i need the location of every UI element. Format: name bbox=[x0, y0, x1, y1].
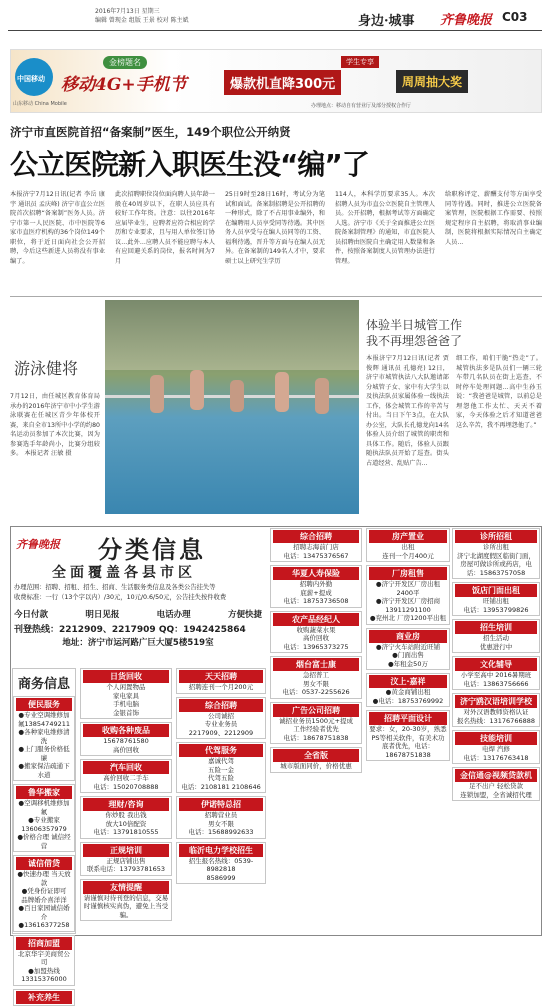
classified-ad-line: 五险一金 bbox=[208, 765, 234, 774]
article1-col3: 25日9时至28日16时，考试分为笔试和面试。备案制招聘是公开招聘的一种形式，除了不占用事业编外，和在编聘用人员享受同等待遇。其中医务人员享受与在编人员同等的工资、福利待遇，晋升等方面与在编人员无异。在备案制的149名人才中，要求硕士以上研究生学历 bbox=[225, 191, 325, 265]
article1-title: 公立医院新入职医生没“编”了 bbox=[10, 148, 369, 181]
classified-fees: 收费标准：一行（13个字以内）/30元，10元/0.6/50元，公告挂失按件收费 bbox=[14, 594, 227, 601]
article1-subtitle: 济宁市直医院首招“备案制”医生，149个职位公开纳贤 bbox=[10, 125, 291, 139]
slogan-1: 今日付款 bbox=[14, 610, 49, 620]
classified-ad-box[interactable] bbox=[176, 842, 266, 885]
classified-ad-line: ●百日家园诚信婚介 bbox=[18, 904, 70, 921]
classified-ad-line: 招聘志海前门店 bbox=[293, 543, 339, 551]
classified-ad-line: ●搬家保洁疏通下水道 bbox=[18, 762, 70, 779]
classified-ad-line: 男女不限 bbox=[208, 819, 234, 828]
classified-ad-box[interactable] bbox=[176, 742, 266, 793]
swimmer bbox=[190, 370, 204, 410]
article1-col4: 114人，本科学历要求35人。本次招聘人员为市直公立医院自主管理人员。公开招聘，根据考试等方面确定人选。济宁市《关于全面推进公立医院备案制管理》的通知，市直医院人员招聘由医院自主确定用人数量和条件，按照备案制度人员管理办法进行管理。 bbox=[335, 191, 435, 265]
classified-ad-line: 家电家具 bbox=[113, 691, 139, 700]
classified-ad-title: 日货回收 bbox=[83, 670, 169, 683]
swimming-photo bbox=[105, 300, 359, 514]
classified-ad-line: ●济宁火车站附近旺铺 bbox=[375, 642, 441, 651]
classified-ad-title: 房产置业 bbox=[369, 530, 447, 543]
classified-title: 分类信息 bbox=[98, 536, 206, 564]
classified-ad-line: 报名热线：13176766888 bbox=[457, 716, 535, 725]
classified-ad-box[interactable] bbox=[366, 628, 450, 671]
classified-ad-title: 汽车回收 bbox=[83, 761, 169, 774]
classified-ad-title: 全省版 bbox=[273, 749, 359, 762]
student-tag: 学生专享 bbox=[341, 56, 379, 68]
classified-ad-title: 农产品经纪人 bbox=[273, 613, 359, 626]
swimmer bbox=[315, 378, 329, 414]
classified-ad-box[interactable] bbox=[270, 702, 362, 745]
classified-ad-line: ●空调移机维修加氟 bbox=[18, 799, 70, 816]
classified-ad-line: ●各种家电维修清洗 bbox=[18, 728, 70, 745]
article1-col2: 此次招聘职位岗位面向聘人员年龄一般在40周岁以下，在职人员应具有较好工作年资。注意：以往2016年应届毕业生，应聘者应符合相应的学历和专业要求，且与用人单位签订协议...此外...应聘人员不能应聘与本人有应回避关系的岗位，报名时间为7月 bbox=[115, 191, 215, 265]
article1-col1: 本报济宁7月12日讯(记者 李岳 康宇 通讯员 孟庆峰) 济宁市直公立医院首次招聘“备案制”医务人员。济宁市第一人民医院、市中医院等6家市直医疗机构的36个岗位149个职位，将于近日面向社会公开招聘，今后这些新进人员将没有事业编了。 bbox=[10, 191, 105, 265]
classified-ad-line: 高价回收二手车 bbox=[103, 774, 149, 782]
section-title: 身边·城事 bbox=[358, 14, 415, 29]
classified-ad-line: 金银首饰 bbox=[113, 708, 139, 717]
classified-ad-title: 临沂电力学校招生 bbox=[179, 844, 263, 857]
classified-ad-line: 连锁加盟，全省诚招代理 bbox=[460, 790, 532, 799]
classified-ad-line: 放大10倍配资 bbox=[105, 819, 147, 828]
classified-ad-line: 电话：15688992633 bbox=[188, 828, 254, 836]
slogan-4: 方便快捷 bbox=[227, 610, 262, 620]
classified-ad-box[interactable] bbox=[80, 879, 172, 922]
classified-ad-box[interactable] bbox=[270, 565, 362, 608]
brand-sub: 山东移动 China Mobile bbox=[13, 101, 67, 107]
divider bbox=[10, 296, 542, 297]
photo-story-title: 游泳健将 bbox=[14, 359, 79, 378]
classified-ad-line: 手机电脑 bbox=[113, 700, 139, 708]
classified-ad-line: ●年租金50万 bbox=[388, 659, 428, 668]
classified-col3 bbox=[270, 528, 362, 934]
classified-ad-box[interactable] bbox=[80, 796, 172, 839]
swimmer bbox=[230, 380, 244, 412]
swimmer bbox=[150, 375, 164, 413]
classified-ad-line: 对外汉语教师资格认证 bbox=[463, 708, 529, 716]
classified-ad-title: 商业房 bbox=[369, 630, 447, 643]
business-info-column bbox=[12, 668, 76, 1002]
classified-phones bbox=[14, 622, 262, 635]
classified-ad-line: 城市版面同价，价格优惠 bbox=[280, 762, 352, 770]
phone-label: 刊登热线： bbox=[14, 625, 60, 635]
classified-ad-line: 电话：18753736508 bbox=[283, 597, 349, 605]
classified-ad-line: 公司诚招 bbox=[208, 711, 234, 720]
classified-ad-box[interactable] bbox=[452, 619, 540, 653]
classified-ad-box[interactable] bbox=[176, 668, 266, 694]
classified-ad-line: 你炒股 我出钱 bbox=[105, 811, 147, 819]
classified-ad-line: 旺铺出租 bbox=[483, 597, 509, 605]
classified-ad-title: 诚信借贷 bbox=[16, 857, 72, 870]
classified-ad-line: 嘉诚代驾 bbox=[208, 757, 234, 765]
classified-ad-box[interactable] bbox=[80, 722, 172, 756]
classified-logo: 齐鲁晚报 bbox=[16, 538, 60, 551]
classified-ad-line: 电话：13475376567 bbox=[283, 551, 349, 560]
classified-ad-title: 招生培训 bbox=[455, 621, 537, 634]
brand-name: 中国移动 bbox=[17, 75, 45, 83]
classified-ad-title: 招聘平面设计 bbox=[369, 712, 447, 725]
classified-header bbox=[12, 528, 264, 664]
classified-ad-box[interactable] bbox=[13, 784, 75, 852]
classified-ad-line: 个人闲置物品 bbox=[106, 683, 146, 691]
price-text: 爆款机直降300元 bbox=[224, 70, 341, 95]
classified-ad-line: 男女不限 bbox=[303, 679, 329, 688]
business-info-header: 商务信息 bbox=[17, 677, 70, 692]
classified-ad-box[interactable] bbox=[176, 697, 266, 740]
classified-ad-line: 电焊 汽修 bbox=[481, 745, 511, 753]
classified-ad-box[interactable] bbox=[13, 855, 75, 932]
classified-ad-line: 电话：13863756666 bbox=[463, 679, 529, 688]
classified-ad-line: ●上门服务价格低廉 bbox=[18, 745, 70, 762]
classified-ad-line: 诚招业务员1500元+提成 bbox=[279, 716, 353, 725]
newspaper-logo: 齐鲁晚报 bbox=[440, 13, 493, 28]
classified-ad-title: 补充养生 bbox=[16, 991, 72, 1004]
classified-ad-box[interactable] bbox=[452, 528, 540, 579]
classified-ad-line: 高价回收 bbox=[303, 634, 329, 642]
promo: 周周抽大奖 bbox=[396, 70, 468, 93]
masthead bbox=[95, 8, 540, 30]
classified-ad-line: 工作经验者优先 bbox=[293, 725, 339, 733]
classified-ad-line: 连刊一个月400元 bbox=[382, 551, 434, 560]
classified-ad-line: 足不出户 轻松贷款 bbox=[468, 782, 524, 790]
classified-ad-line: ●13616377258 bbox=[18, 921, 70, 929]
classified-ad-line: 济宁北湖度假区临街门面，房屋可做诊所或药店，电话：15863757058 bbox=[457, 551, 535, 577]
classified-ad-title: 天天招聘 bbox=[179, 670, 263, 683]
classified-ad-line: 电话：18678751838 bbox=[283, 733, 349, 742]
classified-ad-box[interactable] bbox=[366, 673, 450, 707]
classified-ad-box[interactable] bbox=[452, 656, 540, 690]
article2-title2: 我不再埋怨爸爸了 bbox=[366, 334, 463, 348]
classified-ad-title: 便民服务 bbox=[16, 698, 72, 711]
badge: 金榜题名 bbox=[103, 56, 147, 69]
classified-ad-title: 收购各种废品 bbox=[83, 724, 169, 737]
classified-ad-box[interactable] bbox=[270, 611, 362, 654]
article2-col2: 细工作，咱们干脆“热走”了。城管执法多是队员们一辆三轮车带几名队员在街上巡查，不时停车处理问题...高中生孙玉说：“我爸爸是城管，以前总是埋怨他工作太忙、天天不着家，今天体验之后才知道爸爸这么辛苦，我不再埋怨他了。” bbox=[456, 355, 542, 429]
classified-ad-title: 烟台富士康 bbox=[273, 658, 359, 671]
classified-ad-title: 鲁华搬家 bbox=[16, 786, 72, 799]
classified-ad-title: 汶上·嘉祥 bbox=[369, 675, 447, 688]
ad-note: 办理地点：移动自有营业厅及部分授权合作厅 bbox=[311, 103, 412, 109]
classified-ad-line: 出租 bbox=[401, 543, 415, 551]
phone-numbers: 2212909、2217909 QQ：1942425864 bbox=[59, 625, 246, 635]
masthead-date: 2016年7月13日 星期三 bbox=[95, 8, 160, 15]
classified-ad-title: 饭店门面出租 bbox=[455, 584, 537, 597]
classified-ad-line: 电话：13965373275 bbox=[283, 642, 349, 651]
classified-ad-line: ●专业空调维修加氟13854749211 bbox=[18, 711, 70, 728]
classified-ad-title: 广告公司招聘 bbox=[273, 704, 359, 717]
classified-ad-title: 综合招聘 bbox=[273, 530, 359, 543]
classified-col4 bbox=[366, 528, 450, 934]
classified-ad-box[interactable] bbox=[270, 747, 362, 773]
classified-ad-line: 招聘营业员 bbox=[204, 811, 238, 819]
classified-ad-title: 综合招聘 bbox=[179, 699, 263, 712]
classified-ad-box[interactable] bbox=[80, 842, 172, 876]
classified-ad-line: 15678761580 bbox=[103, 737, 149, 745]
classified-ad-line: ●加盟热线 13315376000 bbox=[21, 966, 67, 983]
article1-col5: 给职称评定、薪酬支付等方面享受同等待遇。同时，推进公立医院备案管理，医院根据工作需要、按照规定程序自主招聘，将取消事业编制，医院将根据实际情况自主确定人员... bbox=[445, 191, 542, 246]
classified-ad-line: ●凭身份证即可 bbox=[21, 887, 67, 895]
classified-ad-box[interactable] bbox=[366, 528, 450, 562]
classified-ad-box[interactable] bbox=[80, 668, 172, 719]
classified-ad-box[interactable] bbox=[80, 759, 172, 793]
classified-ad-title: 厂房租售 bbox=[369, 567, 447, 580]
classified-ad-line: ●专业搬家 13606357979 bbox=[21, 816, 67, 833]
classified-ad-box[interactable] bbox=[176, 796, 266, 839]
trees bbox=[105, 300, 359, 370]
classified-mid1 bbox=[80, 668, 172, 934]
classified-ad-line: 招聘连刊一个月200元 bbox=[188, 683, 254, 691]
classified-ad-box[interactable] bbox=[13, 989, 75, 1006]
classified-ad-line: 品牌婚介喜洋洋 bbox=[21, 895, 67, 904]
classified-ad-line: 招聘内外勤 bbox=[299, 580, 333, 588]
classified-ad-line: 急招普工 bbox=[303, 671, 329, 679]
classified-ad-line: ●济宁开发区厂房出租 2400平 bbox=[375, 580, 441, 597]
masthead-rule bbox=[8, 30, 542, 31]
classified-ad-line: 北京华宇美商贸公司 bbox=[18, 949, 70, 966]
classified-ad-title: 技能培训 bbox=[455, 732, 537, 745]
classified-ad-line: ●价格合理 诚信经营 bbox=[17, 833, 71, 850]
page-number: C03 bbox=[502, 10, 528, 24]
photo-caption bbox=[10, 392, 100, 510]
classified-ad-line: ●门面出售 bbox=[392, 651, 424, 659]
classified-address: 地址：济宁市运河路广巨大厦5楼519室 bbox=[62, 638, 214, 648]
classified-ad-line: 8586999 bbox=[206, 873, 236, 882]
classified-ad-title: 济宁鸥汉语培训学校 bbox=[455, 695, 537, 708]
classified-ad-line: 专业业务员 bbox=[204, 720, 238, 728]
classified-ad-line: ●黄金商铺出租 bbox=[385, 688, 431, 696]
classified-ad-line: 电话：13953799826 bbox=[463, 605, 529, 614]
classified-ad-box[interactable] bbox=[452, 582, 540, 616]
article2-title1: 体验半日城管工作 bbox=[366, 318, 463, 332]
classified-ad-line: 要求：女，20-30岁，熟悉PS等相关软件，有美术功底者优先，电话：18678751838 bbox=[369, 725, 447, 759]
classified-ad-line: 联系电话：13793781653 bbox=[87, 865, 165, 873]
classified-ad-title: 理财/咨询 bbox=[83, 798, 169, 811]
classified-col5 bbox=[452, 528, 540, 934]
classified-ad-line: ●兖州北 厂房1200平出租 bbox=[369, 614, 447, 622]
classified-slogan bbox=[14, 608, 262, 620]
classified-ad-box[interactable] bbox=[270, 656, 362, 699]
classified-ad-line: ●快速办理 当天放款 bbox=[17, 870, 71, 887]
classified-ad-box[interactable] bbox=[13, 696, 75, 781]
slogan-2: 明日见报 bbox=[85, 610, 120, 620]
classified-ad-box[interactable] bbox=[270, 528, 362, 562]
classified-ad-line: 底薪+提成 bbox=[300, 588, 332, 597]
classified-ad-title: 友情提醒 bbox=[83, 881, 169, 894]
classified-ad-line: ●电话：18753769992 bbox=[372, 696, 444, 705]
slogan: 移动4G+手机节 bbox=[61, 75, 187, 95]
classified-ad-line: 优惠进行中 bbox=[479, 642, 513, 651]
photo-caption-text: 7月12日，由任城区教育体育局承办的2016年济宁市中小学生游泳联赛在任城区青少年体校开赛，来自全市13所中小学的约80名运动员参加了本次比赛，因为参赛选手年龄尚小，比赛分组较多。 bbox=[10, 393, 100, 457]
classified-ad-box[interactable] bbox=[366, 565, 450, 625]
classified-scope: 办理范围：招聘、招租、招生、招商、生活服务类信息及各类公告挂失等 bbox=[14, 584, 216, 591]
swimmer bbox=[275, 372, 289, 412]
banner-ad[interactable] bbox=[10, 49, 542, 113]
classified-ad-line: 招生报名热线：0539-8982818 bbox=[188, 856, 254, 873]
classified-ad-line: 电话：2108181 2108646 bbox=[181, 782, 261, 791]
classified-ad-title: 伊诺特总招 bbox=[179, 798, 263, 811]
slogan-3: 电话办理 bbox=[156, 610, 191, 620]
classified-ad-box[interactable] bbox=[366, 710, 450, 761]
classified-ad-line: 招生活动 bbox=[483, 634, 509, 642]
classified-ad-line: 诊所出租 bbox=[483, 543, 509, 551]
classified-ad-line: 代驾五险 bbox=[208, 774, 234, 782]
classified-ad-line: 电话：13176763418 bbox=[463, 753, 529, 762]
classified-ad-title: 文化辅导 bbox=[455, 658, 537, 671]
masthead-editors: 编辑 曾现金 组版 王景 校对 陈主斌 bbox=[95, 17, 189, 24]
classified-ad-line: 正规店铺出售 bbox=[106, 856, 146, 865]
classified-ad-line: 电话：0537-2255626 bbox=[282, 688, 350, 696]
classified-subtitle: 全面覆盖各县市区 bbox=[52, 565, 196, 581]
classified-ad-box[interactable] bbox=[452, 693, 540, 727]
classified-ad-title: 正规培训 bbox=[83, 844, 169, 857]
classified-ad-line: 电话：15020708888 bbox=[93, 782, 159, 791]
classified-ad-title: 金信通@视频贷款机 bbox=[455, 769, 537, 782]
classified-ad-title: 诊所招租 bbox=[455, 530, 537, 543]
classified-ad-line: 请谨慎对待刊登的信息，交易时谨慎核实真伪，避免上当受骗。 bbox=[83, 893, 169, 919]
classified-ad-line: 小学至高中 2016暑期班 bbox=[460, 671, 532, 679]
classified-ad-line: 2217909、2212909 bbox=[188, 728, 254, 737]
classified-ad-title: 华夏人寿保险 bbox=[273, 567, 359, 580]
classified-mid2 bbox=[176, 668, 266, 934]
classified-ad-line: 收购蔬菜水果 bbox=[296, 625, 336, 634]
classified-ad-box[interactable] bbox=[452, 730, 540, 764]
classified-ad-title: 招商加盟 bbox=[16, 937, 72, 950]
photo-credit: 本报记者 汪敏 摄 bbox=[24, 450, 72, 457]
classified-ad-title: 代驾服务 bbox=[179, 744, 263, 757]
classified-ad-line: 高价回收 bbox=[113, 745, 139, 754]
classified-ad-box[interactable] bbox=[13, 935, 75, 986]
article2-col1: 本报济宁7月12日讯(记者 贾俊辉 通讯员 孔德亮) 12日，济宁市城管执法八大队邀请部分城管子女、家中有大学生以及执法队员家属体验一线执法工作，体会城管工作的辛苦与付出。当日下午3点，在大队办公室，大队长孔德龙向14名体验人员介绍了城管的职责和具体工作。随后，体验人员跟随执法队员开始了巡查。街头占道经营、乱贴广告... bbox=[366, 355, 449, 467]
classified-ad-line: ●济宁开发区厂房招商13911291100 bbox=[375, 597, 441, 614]
classified-ad-box[interactable] bbox=[452, 767, 540, 801]
classified-ad-line: 电话：13791810555 bbox=[93, 828, 159, 836]
